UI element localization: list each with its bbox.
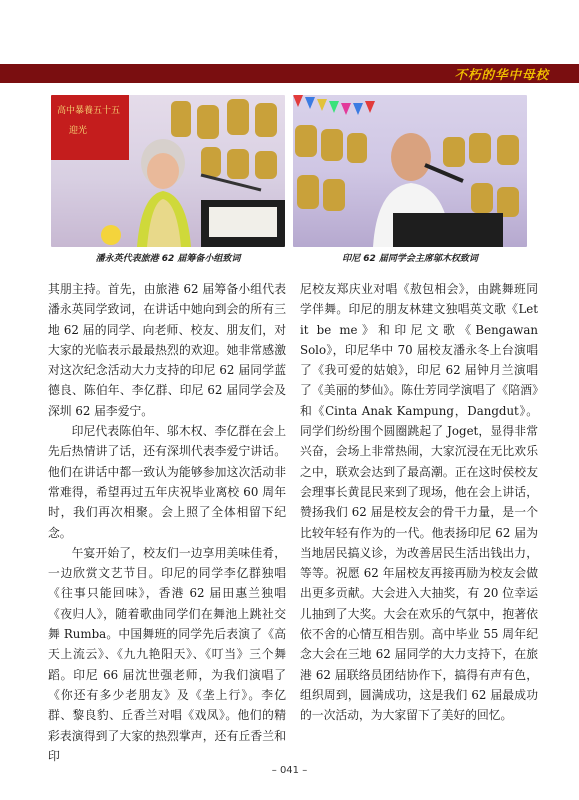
paragraph: 尼校友郑庆业对唱《敖包相会》，由跳舞班同学伴舞。印尼的朋友林建文独唱英文歌《Let it be me》和印尼文歌《Bengawan Solo》，印尼华中 70 届校友潘永冬上台演唱了《我可爱的姑娘》，印尼 62 届钟月兰演唱了《美丽的梦仙》。陈仕芳同学演唱了《陪酒》和《Cinta Anak Kampung，Dangdut》。同学们纷纷围个圆圈跳起了 Joget，显得非常兴奋，会场上非常热闹，大家沉浸在无比欢乐之中，联欢会达到了最高潮。正在这时侯校友会理事长黄昆民来到了现场，他在会上讲话，赞扬我们 62 届是校友会的骨干力量，是一个比较年轻有作为的一代。他表扬印尼 62 届为当地居民搞义诊，为改善居民生活出钱出力，等等。祝愿 62 年届校友再接再励为校友会做出更多贡献。大会进入大抽奖，有 20 位幸运儿抽到了大奖。大会在欢乐的气氛中，抱著依依不舍的心情互相告别。高中毕业 55 周年纪念大会在三地 62 届同学的大力支持下，在旅港 62 届联络员团结协作下，搞得有声有色，组织周到，圆满成功，这是我们 62 届最成功的一次活动，为大家留下了美好的回忆。 [300, 282, 538, 723]
photo-right [293, 95, 527, 247]
music-stand [393, 213, 503, 247]
microphone [425, 165, 463, 181]
paragraph: 印尼代表陈伯年、邬木权、李亿群在会上先后热情讲了话，还有深圳代表李爱宁讲话。他们在讲话中都一致认为能够参加这次活动非常难得，希望再过五年庆祝毕业离校 60 周年时，我们再次相聚。会上照了全体相留下纪念。 [48, 424, 286, 540]
photo-right-caption: 印尼 62 届同学会主席邬木权致词 [342, 254, 478, 264]
article-column-left [48, 279, 286, 766]
photo-left-caption: 潘永英代表旅港 62 届筹备小组致词 [95, 254, 241, 264]
paragraph: 其朋主持。首先，由旅港 62 届筹备小组代表潘永英同学致词，在讲话中她向到会的所有三地 62 届的同学、向老师、校友、朋友们，对大家的光临表示最最热烈的欢迎。她非常感激对这次纪念活动大力支持的印尼 62 届同学蓝德良、陈伯年、李亿群、印尼 62 届同学会及深圳 62 届李爱宁。 [48, 282, 286, 418]
photo-right-illustration [293, 95, 527, 247]
red-banner [51, 95, 129, 160]
page-number: – 041 – [271, 765, 308, 776]
flowers [101, 225, 121, 245]
sheet-paper [209, 207, 277, 237]
banner-text-2: 迎光 [69, 126, 88, 136]
speaker-woman [137, 139, 191, 247]
header-bar [0, 64, 579, 83]
bunting-flags [293, 95, 375, 115]
photo-left [51, 95, 285, 247]
banner-text-1: 高中暴養五十五 [57, 106, 121, 116]
photo-left-illustration [51, 95, 285, 247]
article-column-right [300, 279, 538, 726]
paragraph: 午宴开始了，校友们一边享用美味佳肴，一边欣赏文艺节目。印尼的同学李亿群独唱《往事只能回味》，香港 62 届田惠兰独唱《夜归人》，随着歌曲同学们在舞池上跳社交舞 Rumba。中国舞班的同学先后表演了《高天上流云》、《九九艳阳天》、《叮当》三个舞蹈。印尼 66 届沈世强老师，为我们演唱了《你还有多少老朋友》及《垄上行》。李亿群、黎良豹、丘香兰对唱《戏凤》。他们的精彩表演得到了大家的热烈掌声，还有丘香兰和印 [48, 545, 286, 763]
magazine-title: 不朽的华中母校 [454, 67, 549, 82]
gold-balloons [171, 99, 277, 179]
